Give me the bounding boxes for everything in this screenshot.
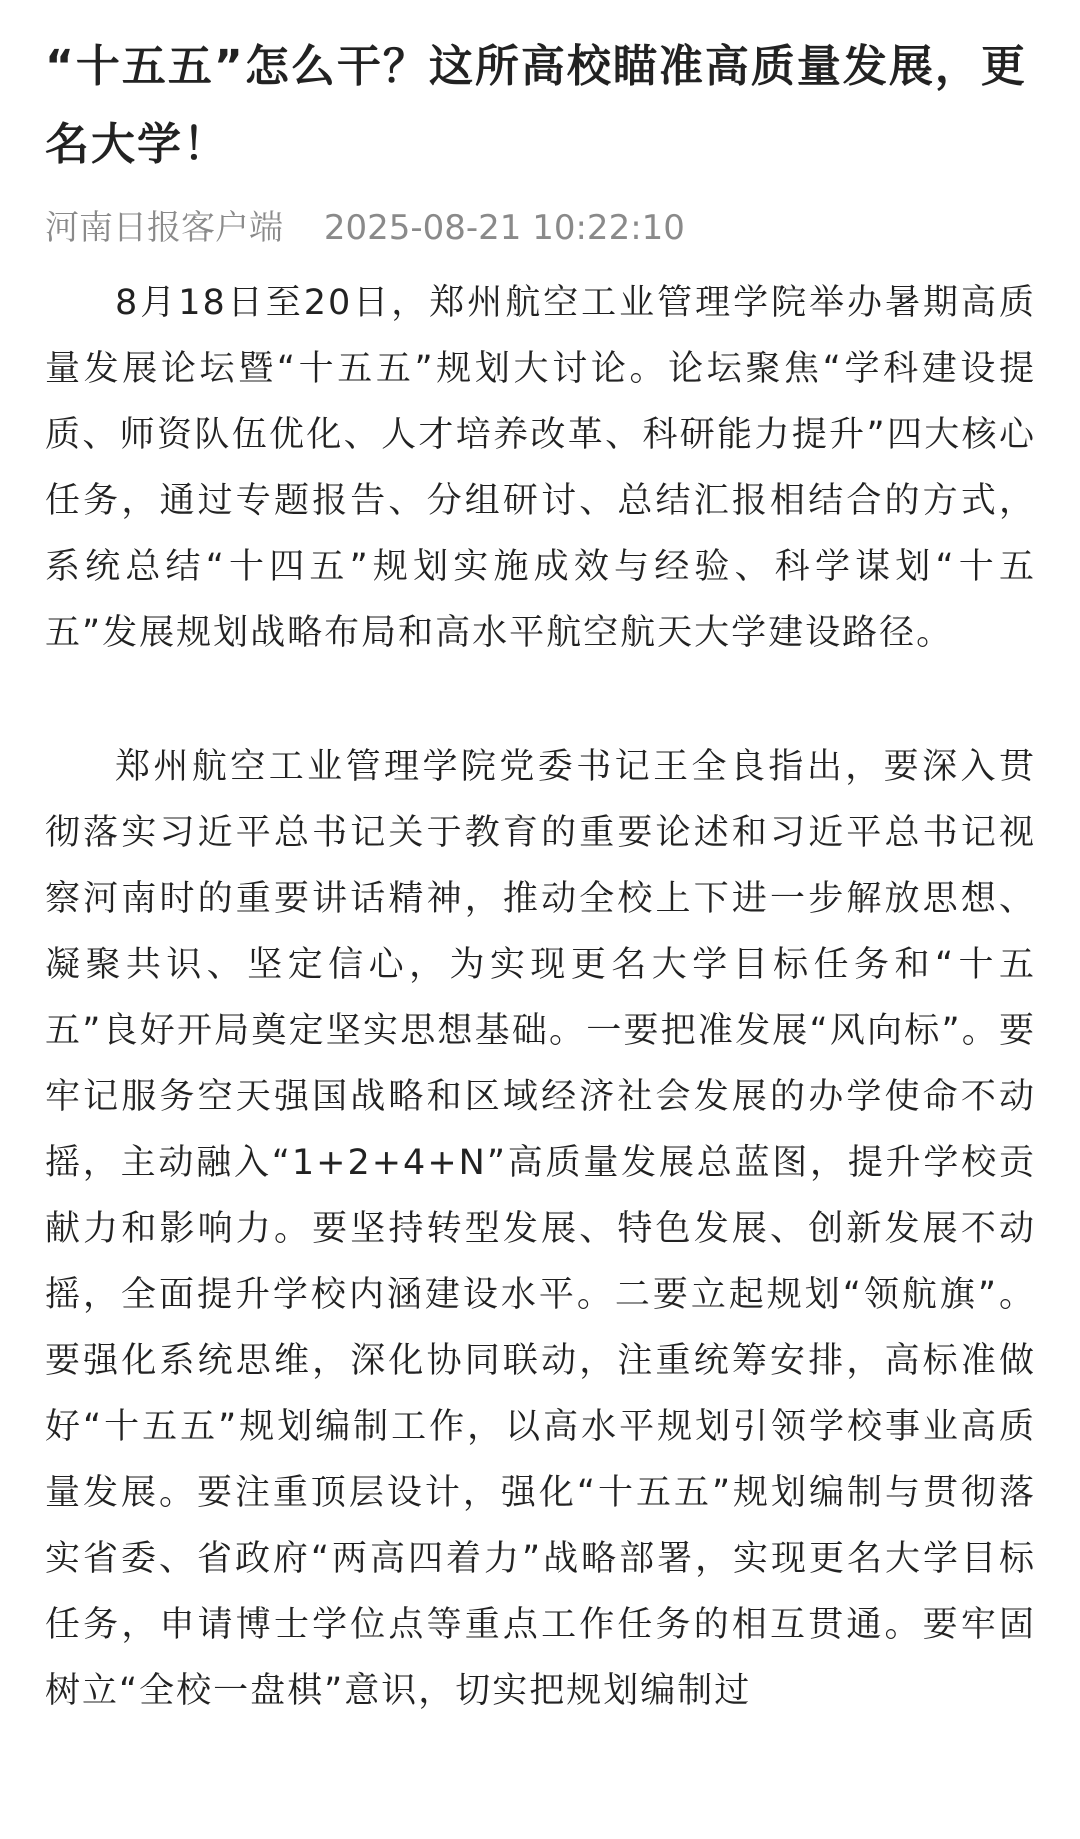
article-meta — [45, 206, 1036, 250]
article-source[interactable]: 河南日报客户端 — [45, 208, 283, 248]
article-paragraph: 8月18日至20日，郑州航空工业管理学院举办暑期高质量发展论坛暨“十五五”规划大讨论。论坛聚焦“学科建设提质、师资队伍优化、人才培养改革、科研能力提升”四大核心任务，通过专题报告、分组研讨、总结汇报相结合的方式，系统总结“十四五”规划实施成效与经验、科学谋划“十五五”发展规划战略布局和高水平航空航天大学建设路径。 — [45, 283, 1036, 653]
article-title: “十五五”怎么干？这所高校瞄准高质量发展，更名大学！ — [45, 41, 1027, 170]
article-datetime: 2025-08-21 10:22:10 — [323, 208, 685, 248]
article-paragraph: 郑州航空工业管理学院党委书记王全良指出，要深入贯彻落实习近平总书记关于教育的重要论述和习近平总书记视察河南时的重要讲话精神，推动全校上下进一步解放思想、凝聚共识、坚定信心，为实现更名大学目标任务和“十五五”良好开局奠定坚实思想基础。一要把准发展“风向标”。要牢记服务空天强国战略和区域经济社会发展的办学使命不动摇，主动融入“1+2+4+N”高质量发展总蓝图，提升学校贡献力和影响力。要坚持转型发展、特色发展、创新发展不动摇，全面提升学校内涵建设水平。二要立起规划“领航旗”。要强化系统思维，深化协同联动，注重统筹安排，高标准做好“十五五”规划编制工作，以高水平规划引领学校事业高质量发展。要注重顶层设计，强化“十五五”规划编制与贯彻落实省委、省政府“两高四着力”战略部署，实现更名大学目标任务，申请博士学位点等重点工作任务的相互贯通。要牢固树立“全校一盘棋”意识，切实把规划编制过 — [45, 747, 1036, 1711]
article-body — [45, 270, 1036, 1724]
